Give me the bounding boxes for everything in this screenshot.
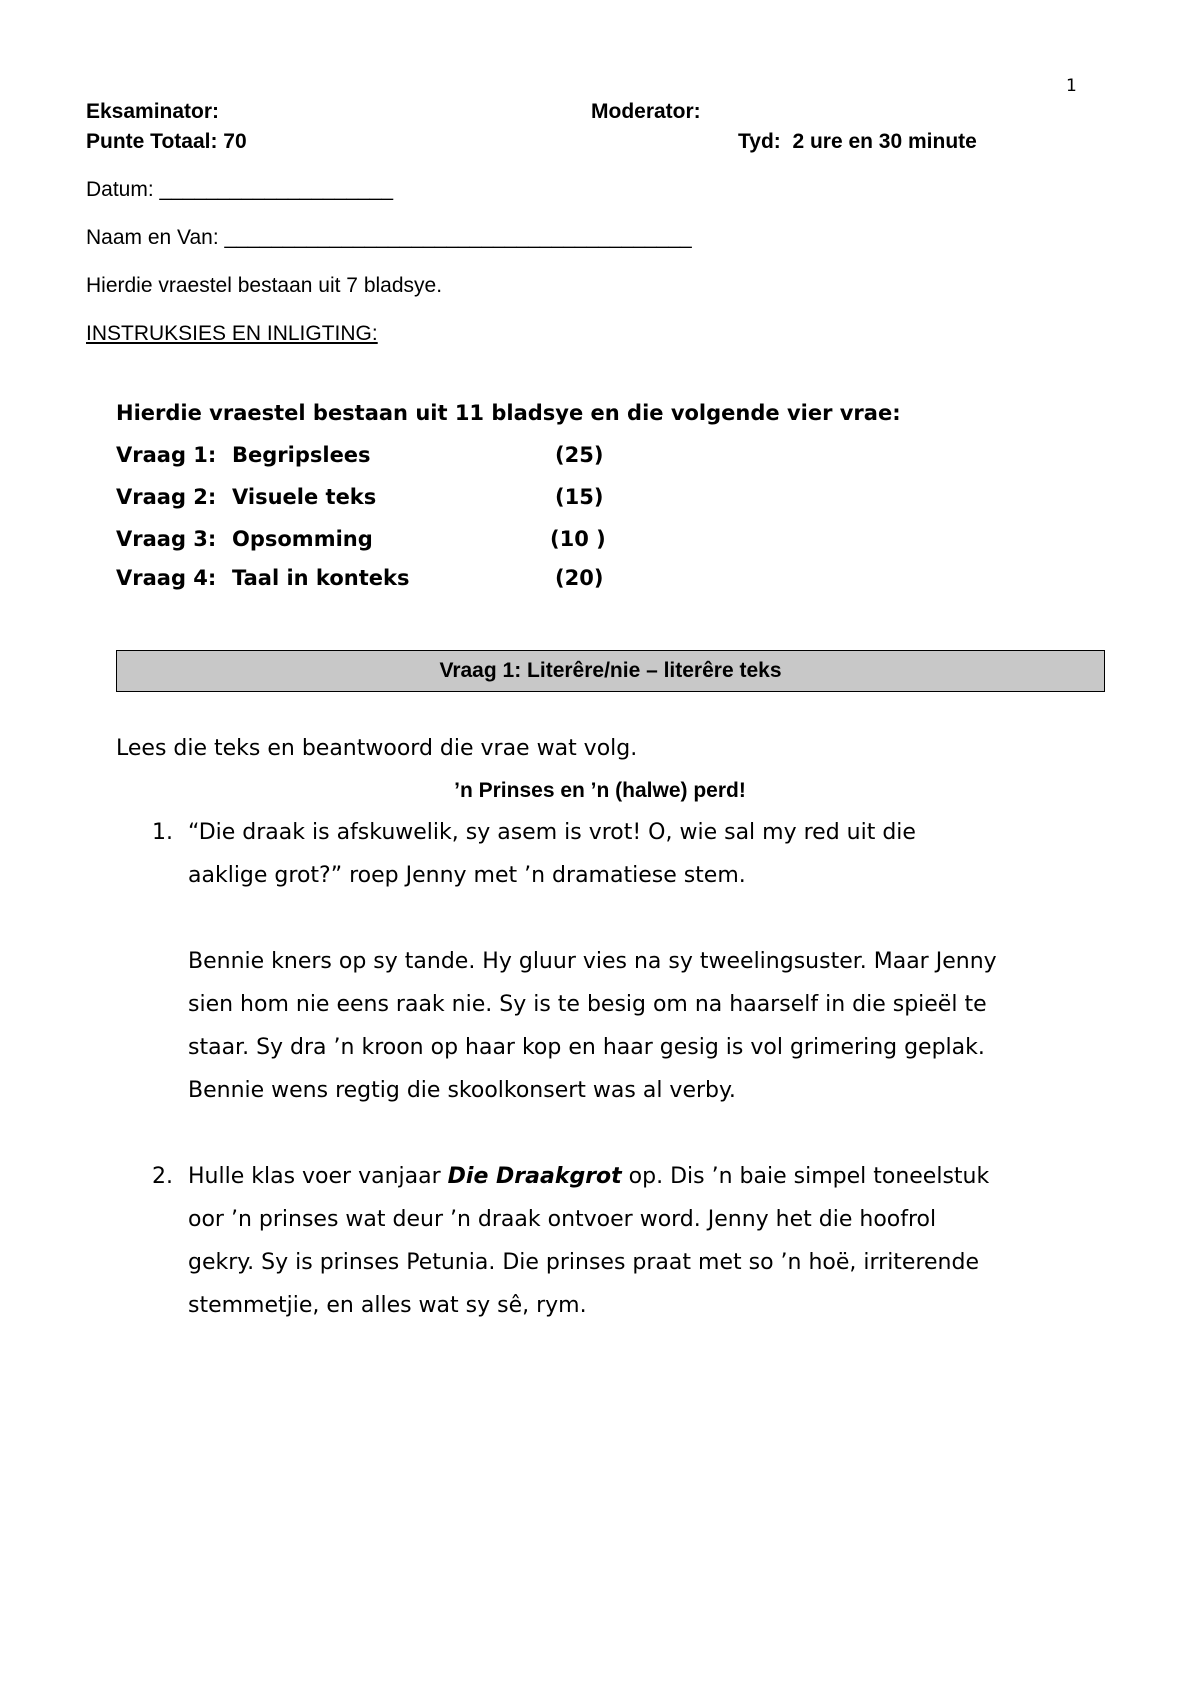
question-marks: (15) [555,485,604,509]
paragraph-line: oor ’n prinses wat deur ’n draak ontvoer word. Jenny het die hoofrol [188,1207,937,1232]
question-number: Vraag 1: [116,443,217,467]
paragraph-line: sien hom nie eens raak nie. Sy is te besig om na haarself in die spieël te [188,992,987,1017]
question-title: Opsomming [232,527,373,551]
question-title: Taal in konteks [232,566,410,590]
question-title: Visuele teks [232,485,377,509]
paragraph-line: staar. Sy dra ’n kroon op haar kop en haar gesig is vol grimering geplak. [188,1035,985,1060]
overview-intro: Hierdie vraestel bestaan uit 11 bladsye en die volgende vier vrae: [116,401,901,425]
reading-instruction: Lees die teks en beantwoord die vrae wat volg. [116,736,638,761]
date-line: ____________________ [159,178,394,201]
story-title: ’n Prinses en ’n (halwe) perd! [454,779,746,802]
time-allowed: Tyd: 2 ure en 30 minute [738,130,977,153]
paragraph-line: gekry. Sy is prinses Petunia. Die prinses praat met so ’n hoë, irriterende [188,1250,980,1275]
paragraph-line: “Die draak is afskuwelik, sy asem is vrot! O, wie sal my red uit die [188,820,916,845]
play-title: Die Draakgrot [447,1164,622,1189]
moderator-label: Moderator: [591,100,701,123]
page-number: 1 [1066,76,1077,96]
question-marks: (20) [555,566,604,590]
paragraph-number: 1. [152,820,173,845]
total-marks: Punte Totaal: 70 [86,130,247,153]
paragraph-line: aaklige grot?” roep Jenny met ’n dramatiese stem. [188,863,746,888]
question-marks: (25) [555,443,604,467]
paragraph-line: Bennie kners op sy tande. Hy gluur vies na sy tweelingsuster. Maar Jenny [188,949,997,974]
paragraph-line [188,1164,989,1189]
line-text: Hulle klas voer vanjaar [188,1164,448,1189]
date-label: Datum: [86,178,160,201]
question-title: Begripslees [232,443,371,467]
paragraph-line: Bennie wens regtig die skoolkonsert was al verby. [188,1078,736,1103]
paragraph-number: 2. [152,1164,173,1189]
question-number: Vraag 3: [116,527,217,551]
name-line: ________________________________________ [224,226,692,249]
question-number: Vraag 4: [116,566,217,590]
name-field[interactable] [86,226,692,250]
paragraph-line: stemmetjie, en alles wat sy sê, rym. [188,1293,587,1318]
instructions-heading: INSTRUKSIES EN INLIGTING: [86,322,378,345]
section-banner [116,650,1105,692]
pages-note: Hierdie vraestel bestaan uit 7 bladsye. [86,274,443,297]
question-marks: (10 ) [550,527,606,551]
name-label: Naam en Van: [86,226,225,249]
line-text: op. Dis ’n baie simpel toneelstuk [621,1164,990,1189]
date-field[interactable] [86,178,393,202]
examiner-label: Eksaminator: [86,100,220,123]
section-banner-title: Vraag 1: Literêre/nie – literêre teks [439,659,782,682]
question-number: Vraag 2: [116,485,217,509]
